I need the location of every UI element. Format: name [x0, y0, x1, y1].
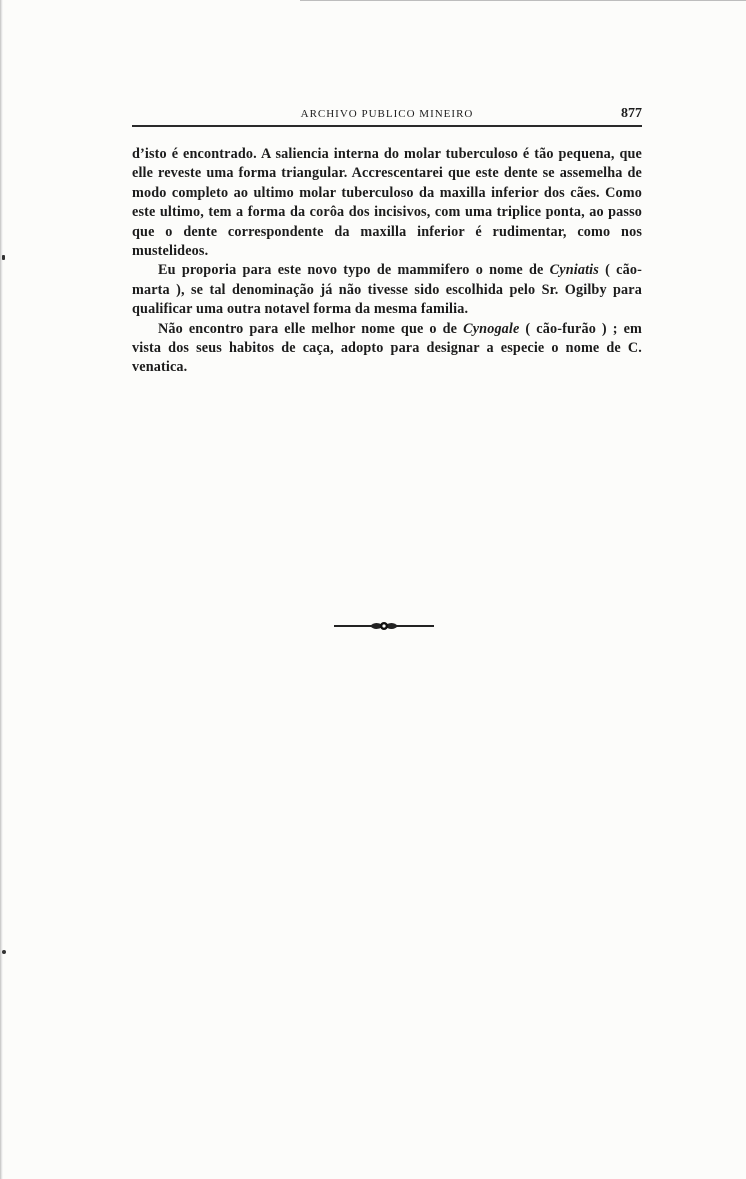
scan-edge-left — [0, 0, 3, 1179]
paragraph-text: d’isto é encontrado. A saliencia interna do molar tuberculoso é tão pequena, que elle reveste uma forma triangular. Accrescentarei que este dente se assemelha de modo completo ao ultimo molar tuberculoso da maxilla inferior dos cães. Como este ultimo, tem a forma da corôa dos incisivos, com uma triplice ponta, ao passo que o dente correspondente da maxilla inferior é rudimentar, como nos mustelideos. — [132, 146, 642, 260]
paragraph-text: Eu proporia para este novo typo de mammifero o nome de — [158, 262, 550, 279]
scan-edge-top — [300, 0, 746, 7]
paragraph — [132, 261, 642, 319]
scan-speck — [2, 950, 6, 954]
paragraph-text: ( cão-marta ), se tal denominação já não tivesse sido escolhida pelo Sr. Ogilby para qualificar uma outra notavel forma da mesma familia. — [132, 262, 642, 318]
running-header-title: ARCHIVO PUBLICO MINEIRO — [300, 108, 474, 120]
page-number: 877 — [621, 106, 642, 121]
italic-term: Cynogale — [463, 320, 520, 337]
italic-term: Cyniatis — [549, 262, 599, 279]
header-rule — [132, 125, 642, 127]
body-text — [132, 145, 642, 378]
paragraph-text: ( cão-furão ) ; em vista dos seus habitos de caça, adopto para designar a especie o nome de C. venatica. — [132, 320, 642, 376]
paragraph — [132, 320, 642, 378]
paragraph — [132, 145, 642, 261]
paragraph-text: Não encontro para elle melhor nome que o de — [158, 320, 464, 337]
scan-speck — [2, 255, 5, 260]
ornamental-divider-icon — [334, 618, 434, 634]
